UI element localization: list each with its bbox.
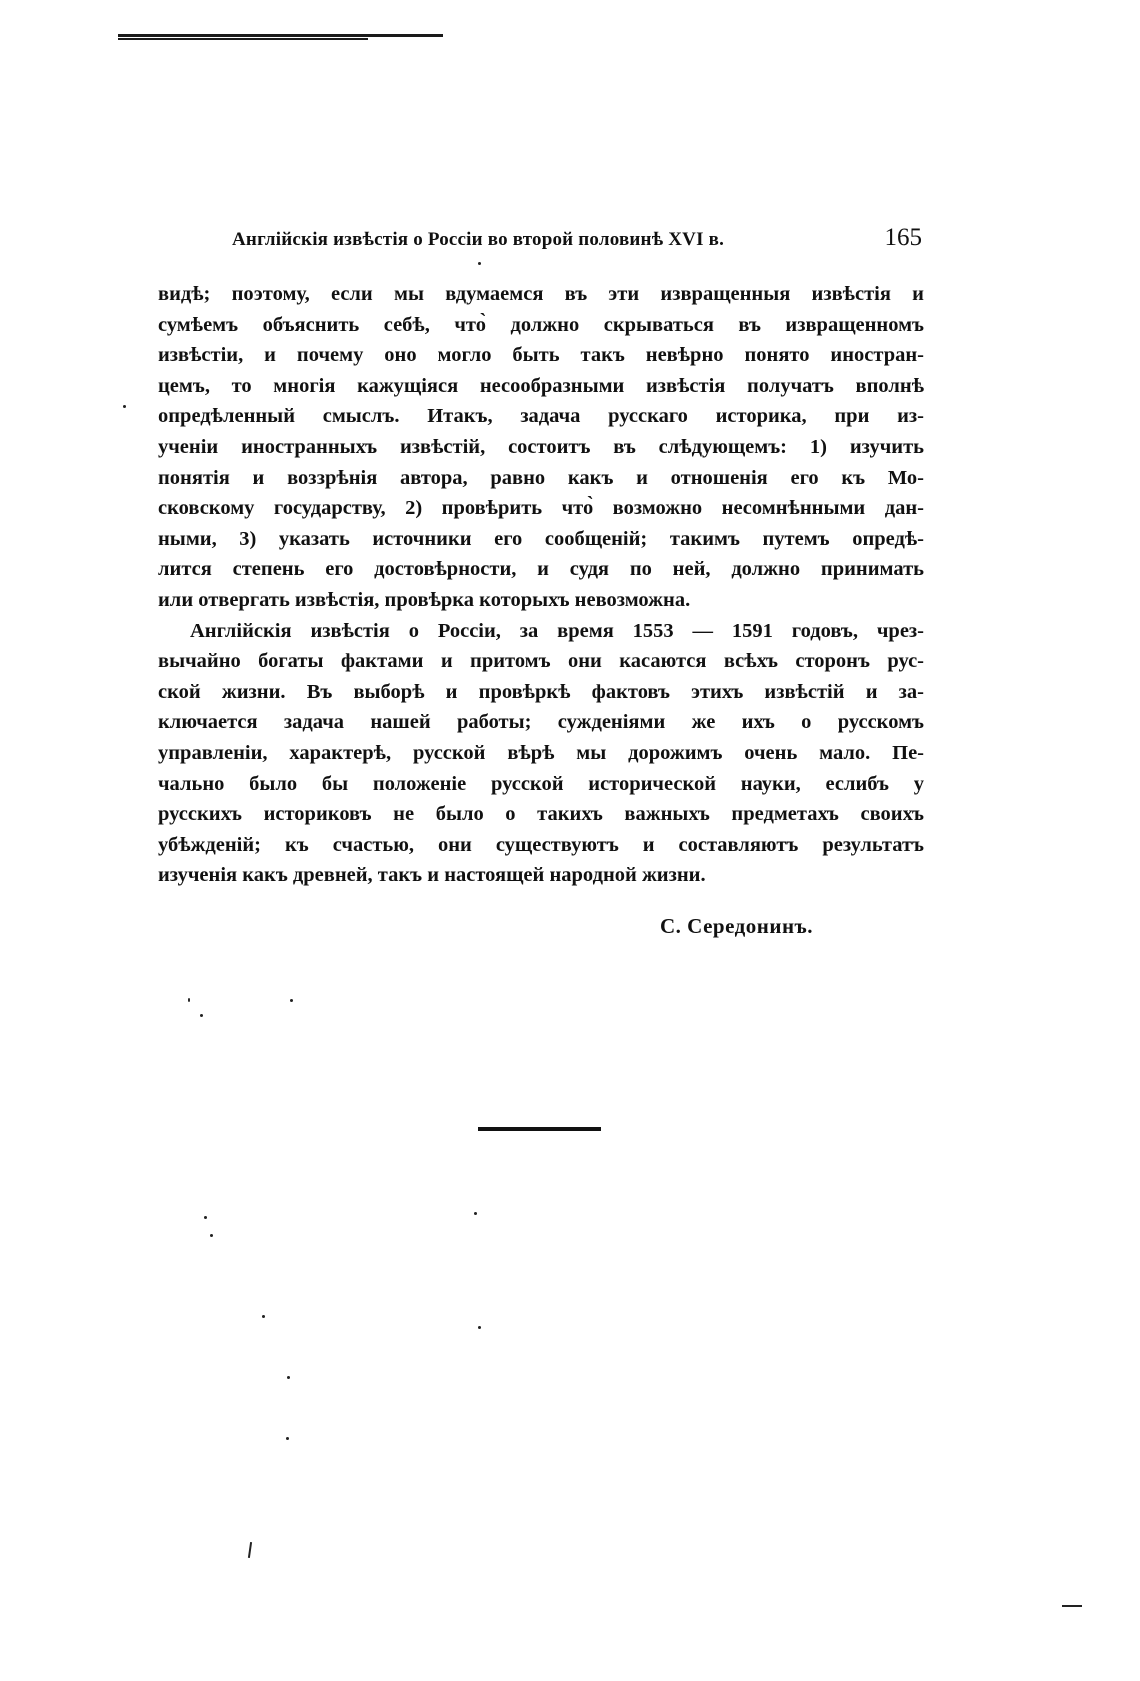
text-line: изученія какъ древней, такъ и настоящей народной жизни. <box>158 864 706 887</box>
scan-mark <box>248 1542 252 1558</box>
scan-speck <box>262 1315 265 1318</box>
text-line: управленіи, характерѣ, русской вѣрѣ мы дорожимъ очень мало. Пе- <box>158 741 924 764</box>
scan-speck <box>478 1326 481 1329</box>
scan-speck <box>123 405 126 408</box>
text-line: чально было бы положеніе русской исторической науки, еслибъ у <box>158 772 924 795</box>
top-rule <box>118 34 443 37</box>
scan-speck <box>188 998 190 1002</box>
body-text <box>158 279 924 891</box>
text-line: извѣстіи, и почему оно могло быть такъ невѣрно понято иностран- <box>158 344 924 367</box>
text-line: сумѣемъ объяснить себѣ, что̀ должно скрываться въ извращенномъ <box>158 313 924 336</box>
text-line: опредѣленный смыслъ. Итакъ, задача русскаго историка, при из- <box>158 405 924 428</box>
paragraph-2 <box>158 616 924 891</box>
author-signature: С. Середонинъ. <box>660 914 814 938</box>
text-line: сковскому государству, 2) провѣрить что̀ возможно несомнѣнными дан- <box>158 497 924 520</box>
text-line: цемъ, то многія кажущіяся несообразными извѣстія получатъ вполнѣ <box>158 374 924 397</box>
scan-speck <box>210 1234 213 1237</box>
text-line: ученіи иностранныхъ извѣстій, состоитъ въ слѣдующемъ: 1) изучить <box>158 435 924 458</box>
running-head <box>232 224 922 260</box>
text-line: или отвергать извѣстія, провѣрка которыхъ невозможна. <box>158 588 691 611</box>
text-line: видѣ; поэтому, если мы вдумаемся въ эти извращенныя извѣстія и <box>158 283 924 305</box>
page-number: 165 <box>884 224 922 251</box>
scan-speck <box>200 1014 203 1017</box>
text-line: Англійскія извѣстія о Россіи, за время 1553 — 1591 годовъ, чрез- <box>190 619 924 642</box>
text-line: понятія и воззрѣнія автора, равно какъ и отношенія его къ Мо- <box>158 466 924 489</box>
text-line: убѣжденій; къ счастью, они существуютъ и составляютъ результатъ <box>158 833 924 856</box>
end-rule <box>478 1127 601 1131</box>
running-title: Англійскія извѣстія о Россіи во второй половинѣ XVI в. <box>232 229 725 250</box>
scan-speck <box>287 1376 290 1379</box>
scan-mark <box>1062 1605 1082 1607</box>
scan-speck <box>286 1437 289 1440</box>
text-line: ской жизни. Въ выборѣ и провѣркѣ фактовъ этихъ извѣстій и за- <box>158 680 924 703</box>
text-line: ключается задача нашей работы; сужденіями же ихъ о русскомъ <box>158 711 924 734</box>
top-rule-thin <box>118 38 368 40</box>
text-line: русскихъ историковъ не было о такихъ важныхъ предметахъ своихъ <box>158 803 924 826</box>
scan-speck <box>478 262 481 265</box>
text-line: лится степень его достовѣрности, и судя по ней, должно принимать <box>158 558 924 581</box>
scan-speck <box>474 1212 477 1215</box>
scan-speck <box>290 999 293 1002</box>
paragraph-1 <box>158 279 924 616</box>
text-line: вычайно богаты фактами и притомъ они касаются всѣхъ сторонъ рус- <box>158 650 924 673</box>
scan-speck <box>204 1216 207 1219</box>
text-line: ными, 3) указать источники его сообщеній; такимъ путемъ опредѣ- <box>158 527 924 550</box>
